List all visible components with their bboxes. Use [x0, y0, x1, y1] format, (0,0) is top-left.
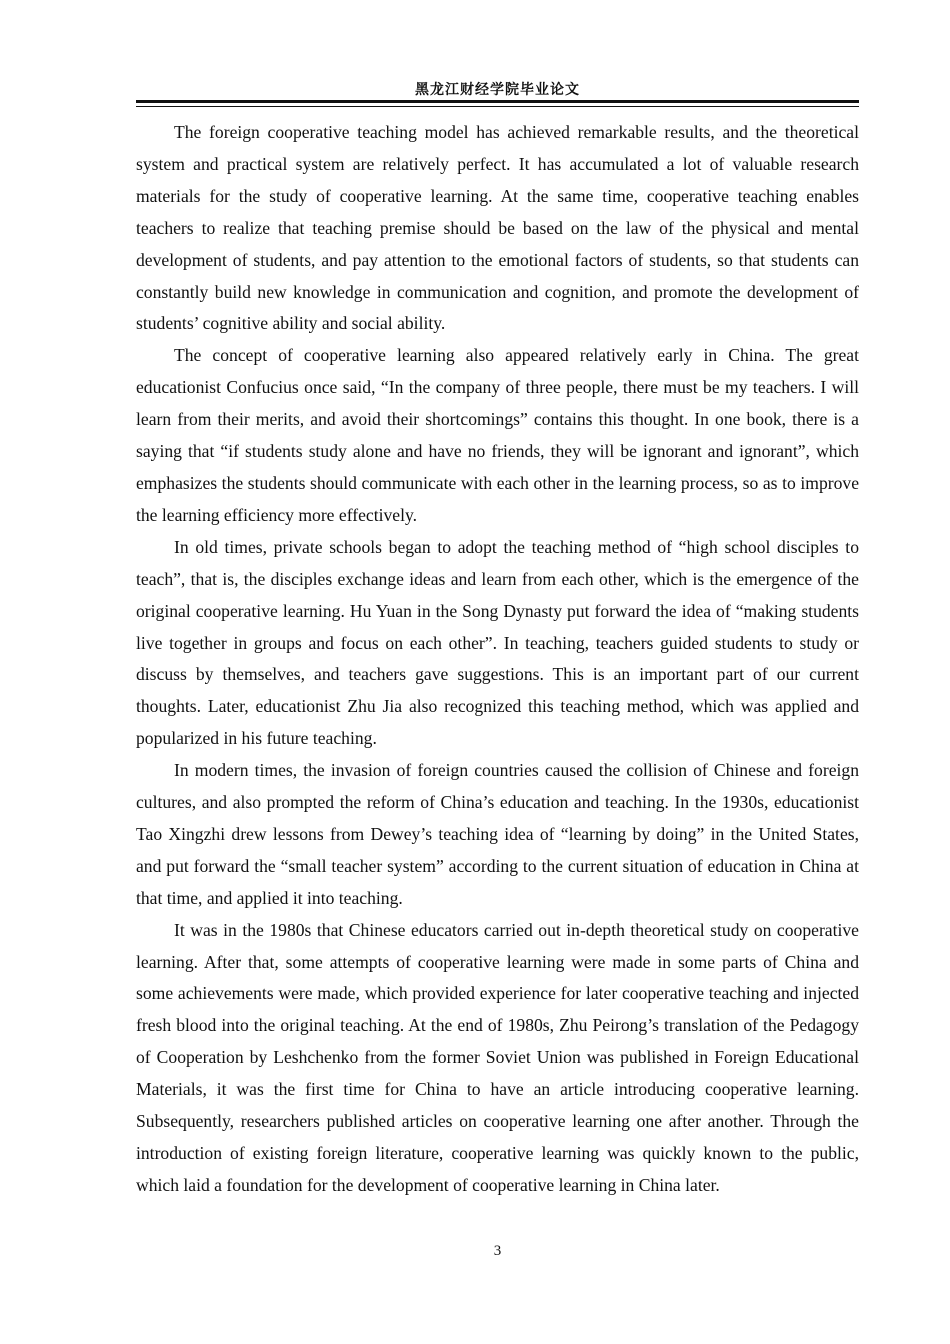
body-text — [136, 117, 859, 1202]
paragraph-1: The foreign cooperative teaching model has achieved remarkable results, and the theoretical system and practical system are relatively perfect. It has accumulated a lot of valuable research materials for the study of cooperative learning. At the same time, cooperative teaching enables teachers to realize that teaching premise should be based on the law of the physical and mental development of students, and pay attention to the emotional factors of students, so that students can constantly build new knowledge in communication and cognition, and promote the development of students’ cognitive ability and social ability. — [136, 122, 859, 334]
paragraph-4: In modern times, the invasion of foreign countries caused the collision of Chinese and foreign cultures, and also prompted the reform of China’s education and teaching. In the 1930s, educationist Tao Xingzhi drew lessons from Dewey’s teaching idea of “learning by doing” in the United States, and put forward the “small teacher system” according to the current situation of education in China at that time, and applied it into teaching. — [136, 760, 859, 908]
paragraph-5: It was in the 1980s that Chinese educators carried out in-depth theoretical study on cooperative learning. After that, some attempts of cooperative learning were made in some parts of China and some achievements were made, which provided experience for later cooperative teaching and injected fresh blood into the original teaching. At the end of 1980s, Zhu Peirong’s translation of the Pedagogy of Cooperation by Leshchenko from the former Soviet Union was published in Foreign Educational Materials, it was the first time for China to have an article introducing cooperative learning. Subsequently, researchers published articles on cooperative learning one after another. Through the introduction of existing foreign literature, cooperative learning was quickly known to the public, which laid a foundation for the development of cooperative learning in China later. — [136, 919, 859, 1195]
paragraph-2: The concept of cooperative learning also appeared relatively early in China. The great educationist Confucius once said, “In the company of three people, there must be my teachers. I will learn from their merits, and avoid their shortcomings” contains this thought. In one book, there is a saying that “if students study alone and have no friends, they will be ignorant and ignorant”, which emphasizes the students should communicate with each other in the learning process, so as to improve the learning efficiency more effectively. — [136, 345, 859, 525]
running-header-title: 黑龙江财经学院毕业论文 — [415, 82, 580, 98]
header-double-rule — [136, 100, 859, 107]
page-number: 3 — [493, 1243, 502, 1259]
paragraph-3: In old times, private schools began to adopt the teaching method of “high school disciples to teach”, that is, the disciples exchange ideas and learn from each other, which is the emergence of the original cooperative learning. Hu Yuan in the Song Dynasty put forward the idea of “making students live together in groups and focus on each other”. In teaching, teachers guided students to study or discuss by themselves, and teachers gave suggestions. This is an important part of our current thoughts. Later, educationist Zhu Jia also recognized this teaching method, which was applied and popularized in his future teaching. — [136, 536, 859, 749]
